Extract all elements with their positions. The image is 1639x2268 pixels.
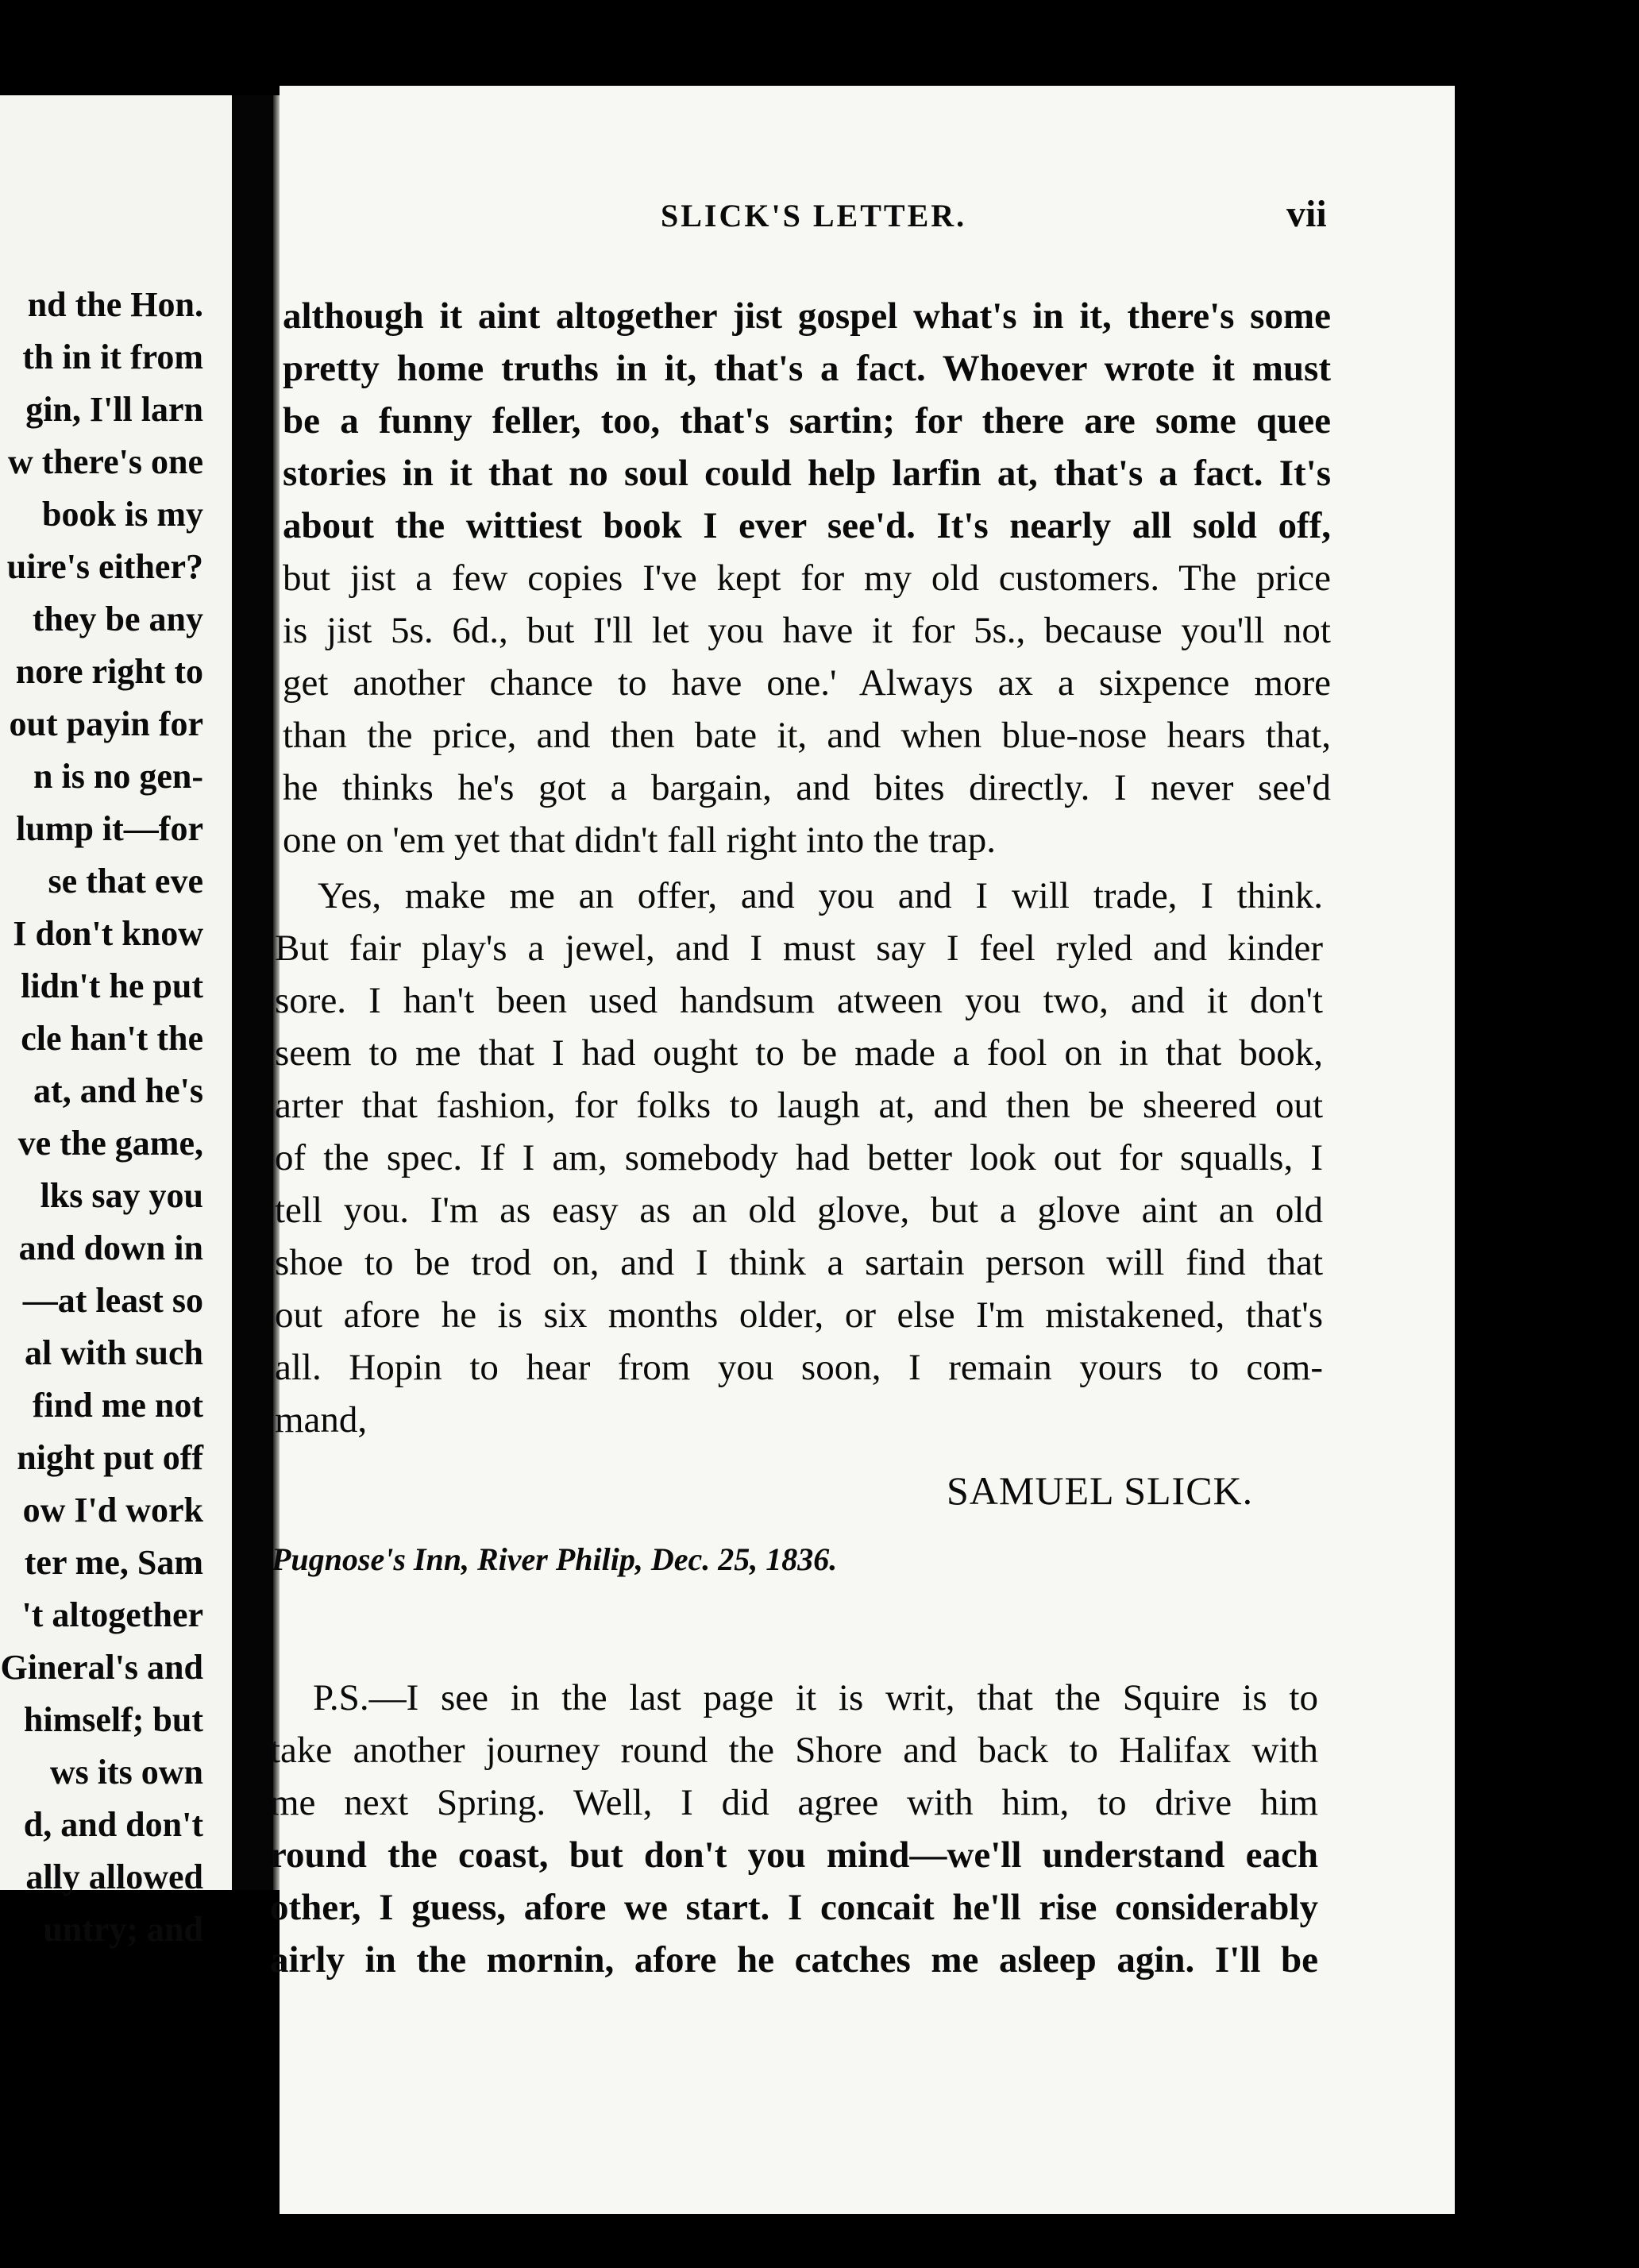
facing-line: ws its own [49,1753,203,1792]
facing-line: I don't know [13,914,203,953]
facing-line: 't altogether [21,1595,203,1634]
text-line: he thinks he's got a bargain, and bites directly. I never see'd [283,767,1331,808]
facing-line: nd the Hon. [27,285,203,324]
facing-line: lump it—for [16,809,203,848]
facing-line: —at least so [22,1281,203,1320]
text-line: sore. I han't been used handsum atween you two, and it don't [275,980,1323,1021]
facing-line: cle han't the [21,1019,203,1058]
facing-line: ow I'd work [22,1491,203,1529]
text-line: me next Spring. Well, I did agree with him, to drive him [270,1782,1318,1823]
text-line: stories in it that no soul could help larfin at, that's a fact. It's [283,453,1331,494]
signature: SAMUEL SLICK. [947,1468,1254,1513]
facing-line: nore right to [15,652,203,691]
facing-line: Gineral's and [0,1648,203,1687]
facing-line: ally allowed [25,1857,203,1896]
text-line: one on 'em yet that didn't fall right into the trap. [283,820,996,861]
text-line: than the price, and then bate it, and when blue-nose hears that, [283,715,1331,756]
text-line: all. Hopin to hear from you soon, I remain yours to com- [275,1347,1323,1388]
running-head: SLICK'S LETTER. [661,198,967,233]
facing-line: n is no gen- [33,757,203,796]
text-line: but jist a few copies I've kept for my old customers. The price [283,557,1331,599]
text-line: take another journey round the Shore and back to Halifax with [270,1730,1318,1771]
text-line: get another chance to have one.' Always ax a sixpence more [283,662,1331,704]
facing-line: find me not [32,1386,203,1425]
book-page [270,86,1455,2214]
facing-line: se that eve [48,862,203,901]
text-line: is jist 5s. 6d., but I'll let you have it for 5s., because you'll not [283,610,1331,651]
text-line: But fair play's a jewel, and I must say I feel ryled and kinder [275,928,1323,969]
text-line: other, I guess, afore we start. I concait he'll rise considerably [270,1887,1318,1928]
facing-line: al with such [25,1333,203,1372]
text-line: be a funny feller, too, that's sartin; for there are some quee [283,400,1331,442]
facing-line: ter me, Sam [24,1543,203,1582]
facing-line: at, and he's [33,1071,203,1110]
binding-gutter [232,95,273,1890]
text-line: pretty home truths in it, that's a fact. Whoever wrote it must [283,348,1331,389]
facing-line: night put off [17,1438,203,1477]
text-line: tell you. I'm as easy as an old glove, but a glove aint an old [275,1190,1323,1231]
facing-line: himself; but [23,1700,203,1739]
facing-line: ve the game, [17,1124,203,1163]
text-line: airly in the mornin, afore he catches me asleep agin. I'll be [270,1939,1318,1981]
text-line: P.S.—I see in the last page it is writ, that the Squire is to [313,1677,1318,1718]
facing-line: untry; and [43,1910,203,1949]
text-line: Yes, make me an offer, and you and I will trade, I think. [318,875,1323,916]
facing-line: th in it from [22,338,203,376]
facing-line: w there's one [7,442,203,481]
text-line: although it aint altogether jist gospel what's in it, there's some [283,295,1331,337]
text-line: out afore he is six months older, or else I'm mistakened, that's [275,1294,1323,1336]
facing-page [0,95,232,1949]
facing-line: lidn't he put [21,966,203,1005]
text-line: round the coast, but don't you mind—we'll understand each [270,1834,1318,1876]
facing-line: out payin for [9,704,203,743]
dateline: Pugnose's Inn, River Philip, Dec. 25, 1836. [272,1541,838,1577]
facing-line: they be any [32,600,203,638]
text-line: about the wittiest book I ever see'd. It's nearly all sold off, [283,505,1331,546]
facing-line: lks say you [40,1176,203,1215]
text-line: mand, [275,1399,368,1441]
facing-line: and down in [18,1228,203,1267]
facing-line: gin, I'll larn [25,390,203,429]
facing-line: d, and don't [23,1805,203,1844]
text-line: arter that fashion, for folks to laugh at, and then be sheered out [275,1085,1323,1126]
facing-line: uire's either? [6,547,203,586]
text-line: shoe to be trod on, and I think a sartain person will find that [275,1242,1323,1283]
page-number: vii [1286,193,1327,235]
text-line: of the spec. If I am, somebody had better look out for squalls, I [275,1137,1323,1178]
facing-line: book is my [42,495,203,534]
text-line: seem to me that I had ought to be made a fool on in that book, [275,1032,1323,1074]
